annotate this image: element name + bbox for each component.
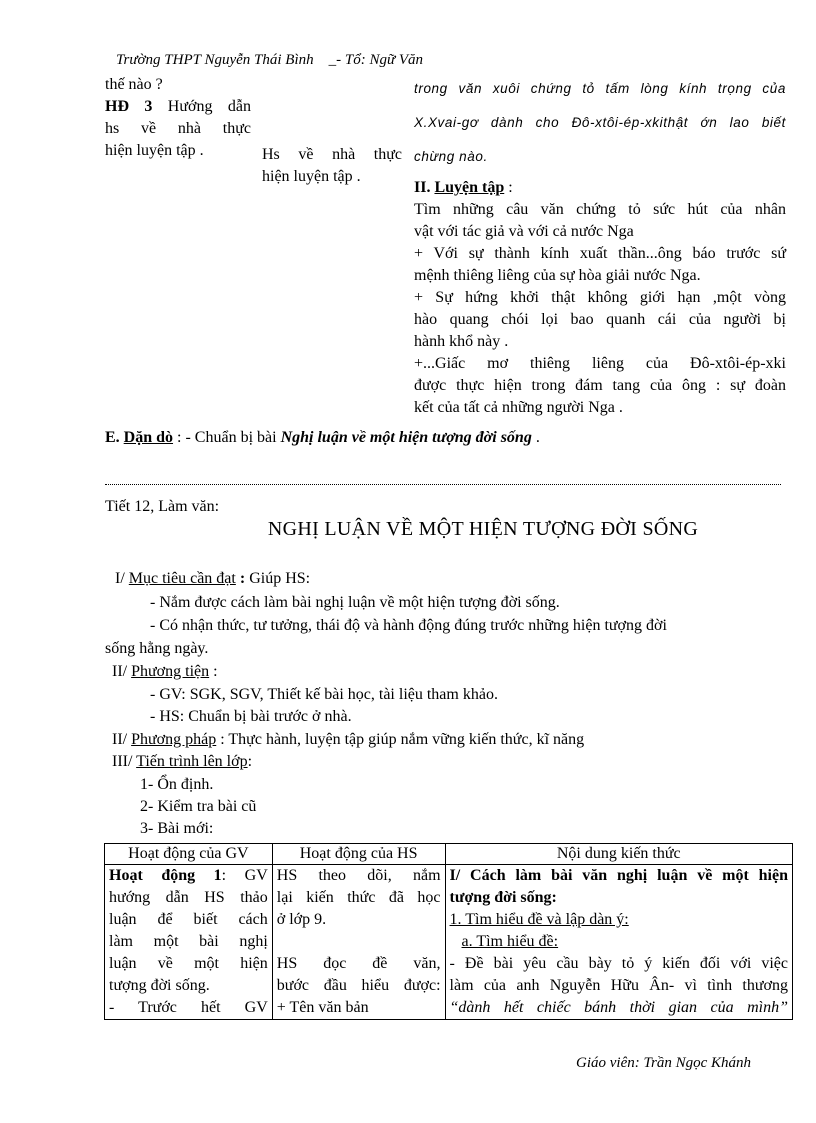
phuong-tien-heading	[112, 663, 218, 681]
hs-cell-line-1: HS theo dõi, nắm	[276, 867, 441, 884]
cell-gv	[105, 865, 273, 1020]
italic-line-1: trong văn xuôi chứng tỏ tấm lòng kính trọng của	[414, 81, 786, 96]
hd3-label: HĐ 3	[105, 98, 153, 115]
nd-heading-1: I/ Cách làm bài văn nghị luận về một hiện	[449, 867, 788, 884]
lt-line-4: mệnh thiêng liêng của sự hòa giải nước Nga.	[414, 267, 701, 284]
lt-line-8: +...Giấc mơ thiêng liêng của Đô-xtôi-ép-xki	[414, 355, 786, 372]
phuong-phap-after: : Thực hành, luyện tập giúp nắm vững kiến thức, kĩ năng	[216, 731, 585, 748]
muc-tieu-item-2-line-1: - Có nhận thức, tư tưởng, thái độ và hành động đúng trước những hiện tượng đời	[150, 617, 667, 634]
lt-line-7: hành khổ này .	[414, 333, 509, 350]
nd-body-2: làm của anh Nguyễn Hữu Ân- vì tình thương	[449, 977, 788, 994]
tien-trinh-after: :	[247, 753, 253, 770]
tien-trinh-num: III/	[112, 753, 137, 770]
hs-cell-line-5: bước đầu hiểu được:	[276, 977, 441, 994]
hs-cell-line-2: lại kiến thức đã học	[276, 889, 441, 906]
page-footer: Giáo viên: Trần Ngọc Khánh	[576, 1055, 751, 1071]
hoat-dong-label: Hoạt động 1	[109, 867, 222, 884]
phuong-tien-gv	[150, 686, 498, 704]
nd-body-3: “dành hết chiếc bánh thời gian của mình”	[449, 999, 788, 1016]
gv-text: : SGK, SGV, Thiết kế bài học, tài liệu tham khảo.	[181, 686, 498, 703]
luyen-tap-section	[414, 177, 786, 419]
hd3-line1-text: Hướng dẫn	[152, 98, 251, 115]
muc-tieu-item-2-line-2: sống hằng ngày.	[105, 640, 209, 657]
tien-trinh-heading	[112, 753, 252, 771]
hs-line1: Hs về nhà thực	[262, 146, 402, 163]
step-3: 3- Bài mới:	[140, 820, 214, 837]
gv-line-5: tượng đời sống.	[109, 977, 210, 994]
lesson-title: NGHỊ LUẬN VỀ MỘT HIỆN TƯỢNG ĐỜI SỐNG	[267, 518, 699, 540]
hd3-line3: hiện luyện tập .	[105, 142, 204, 159]
nd-sub-1	[450, 909, 788, 931]
lt-line-6: hào quang chói lọi bao quanh cái của người bị	[414, 311, 786, 328]
italic-line-3: chừng nào.	[414, 149, 488, 164]
dotted-separator	[105, 484, 781, 485]
page-header: Trường THPT Nguyễn Thái Bình _- Tổ: Ngữ Văn	[116, 52, 424, 68]
nd-heading-2: tượng đời sống:	[449, 889, 557, 906]
hs-prefix: - HS	[150, 708, 180, 725]
header-hs: Hoạt động của HS	[272, 844, 445, 865]
gv-line-2: luận để biết cách	[109, 911, 268, 928]
muc-tieu-num: I/	[115, 570, 129, 587]
lt-line-2: vật với tác giả và với cả nước Nga	[414, 223, 634, 240]
table-row	[105, 865, 793, 1020]
lt-line-5: + Sự hứng khởi thật không giới hạn ,một vòng	[414, 289, 786, 306]
section-number: II.	[414, 179, 431, 196]
dan-do-prefix: E.	[105, 429, 124, 446]
section-title: Luyện tập	[434, 179, 505, 196]
content-column	[414, 72, 786, 174]
phuong-tien-num: II/	[112, 663, 132, 680]
muc-tieu-after: Giúp HS:	[245, 570, 311, 587]
section-colon: :	[504, 179, 513, 196]
cell-content	[445, 865, 792, 1020]
nd-sub-2	[450, 931, 788, 953]
gv-line-4: luận về một hiện	[109, 955, 268, 972]
lt-line-9: được thực hiện trong đám tang của ông : sự đoàn	[414, 377, 786, 394]
muc-tieu-item-1: - Nắm được cách làm bài nghị luận về một hiện tượng đời sống.	[150, 594, 560, 611]
hs-cell-line-6: + Tên văn bản	[276, 999, 369, 1016]
activity-column-gv	[105, 74, 251, 162]
gv-prefix: - GV	[150, 686, 182, 703]
lt-line-1: Tìm những câu văn chứng tỏ sức hút của nhân	[414, 201, 786, 218]
gv-line-1: hướng dẫn HS thảo	[109, 889, 268, 906]
lt-line-10: kết của tất cả những người Nga .	[414, 399, 623, 416]
step-2: 2- Kiểm tra bài cũ	[140, 798, 257, 815]
muc-tieu-colon: :	[235, 570, 246, 587]
hs-line2: hiện luyện tập .	[262, 168, 361, 185]
phuong-phap-num: II/	[112, 731, 132, 748]
dan-do-title: Nghị luận về một hiện tượng đời sống	[280, 429, 532, 446]
gv-line-3: làm một bài nghị	[109, 933, 268, 950]
phuong-tien-hs	[150, 708, 352, 726]
nd-sub-1-text: 1. Tìm hiểu đề và lập dàn ý:	[449, 911, 629, 928]
phuong-tien-after: :	[209, 663, 218, 680]
gv-line-6: - Trước hết GV	[109, 999, 268, 1016]
hs-text: : Chuẩn bị bài trước ở nhà.	[179, 708, 352, 725]
phuong-phap-label: Phương pháp	[131, 731, 217, 748]
lesson-table	[104, 843, 793, 1020]
hd3-line2: hs về nhà thực	[105, 120, 251, 137]
prev-line: thế nào ?	[105, 76, 163, 93]
luyen-tap-heading	[414, 177, 786, 199]
phuong-phap-line	[112, 731, 584, 749]
hoat-dong-rest: : GV	[221, 867, 268, 884]
lt-line-3: + Với sự thành kính xuất thần...ông báo trước sứ	[414, 245, 786, 262]
dan-do-middle: : - Chuẩn bị bài	[173, 429, 281, 446]
dan-do-suffix: .	[531, 429, 540, 446]
gv-line-0	[109, 865, 268, 887]
nd-sub-2-text: a. Tìm hiểu đề:	[461, 933, 559, 950]
muc-tieu-heading	[115, 570, 310, 588]
hs-cell-line-3: ở lớp 9.	[276, 911, 327, 928]
cell-hs	[272, 865, 445, 1020]
header-content: Nội dung kiến thức	[445, 844, 792, 865]
table-header-row	[105, 844, 793, 865]
lesson-tiet: Tiết 12, Làm văn:	[105, 498, 220, 515]
muc-tieu-label: Mục tiêu cần đạt	[128, 570, 236, 587]
step-1: 1- Ổn định.	[140, 776, 214, 793]
phuong-tien-label: Phương tiện	[131, 663, 210, 680]
hs-cell-line-4: HS đọc đề văn,	[276, 955, 441, 972]
italic-line-2: X.Xvai-gơ dành cho Đô-xtôi-ép-xkithật ớn lao biết	[414, 115, 786, 130]
tien-trinh-label: Tiến trình lên lớp	[136, 753, 248, 770]
dan-do-line	[105, 429, 540, 447]
dan-do-label: Dặn dò	[123, 429, 174, 446]
header-gv: Hoạt động của GV	[105, 844, 273, 865]
hd3-line1	[105, 96, 251, 118]
nd-body-1: - Đề bài yêu cầu bày tỏ ý kiến đối với việc	[449, 955, 788, 972]
activity-column-hs	[262, 144, 402, 188]
